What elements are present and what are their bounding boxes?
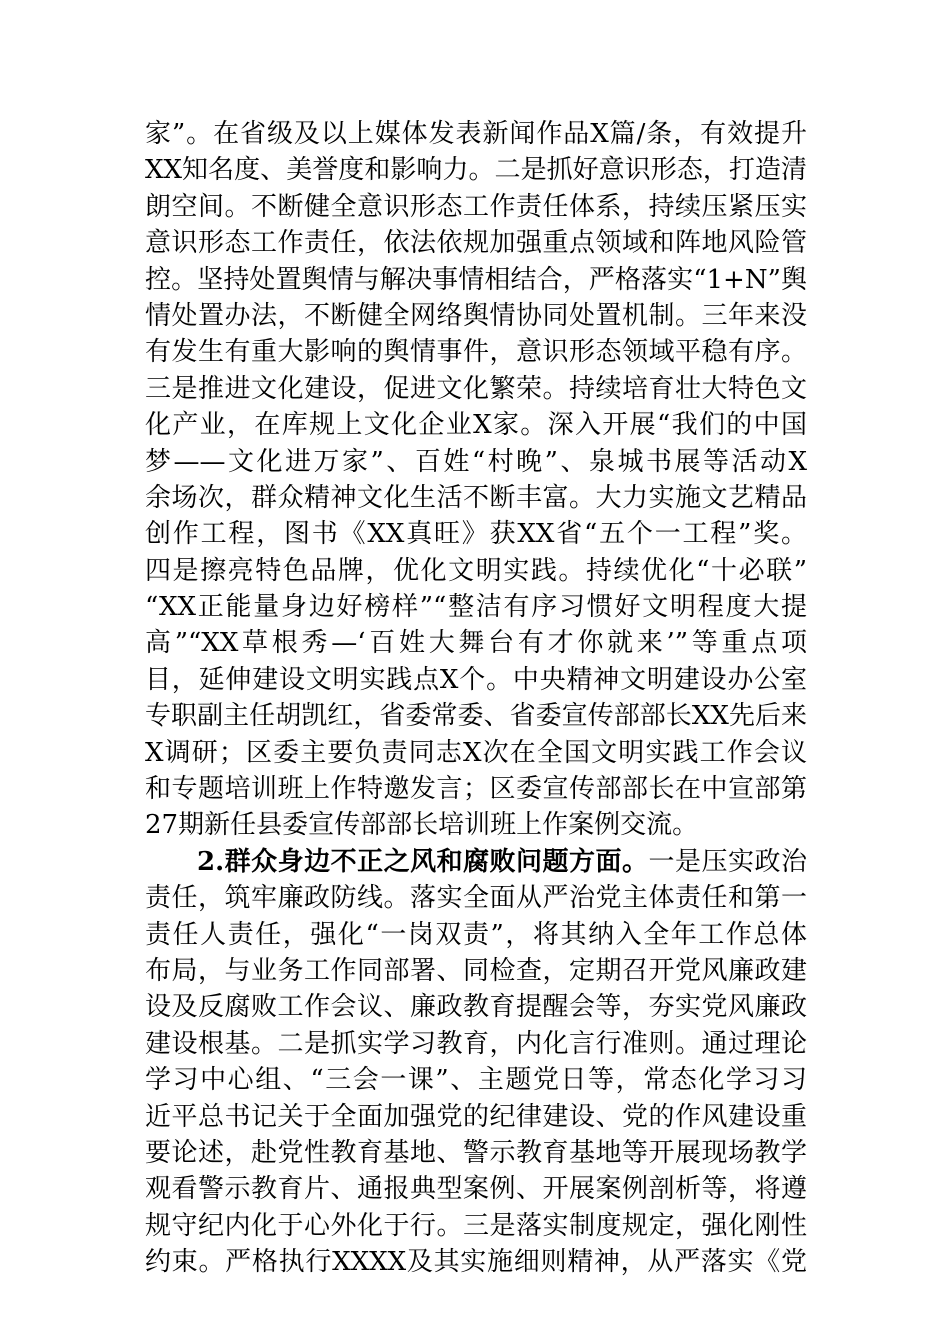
text-line: 布局，与业务工作同部署、同检查，定期召开党风廉政建 <box>145 955 807 986</box>
text-line: 规守纪内化于心外化于行。三是落实制度规定，强化刚性 <box>145 1210 807 1241</box>
text-line: 责任人责任，强化“一岗双责”，将其纳入全年工作总体 <box>145 919 807 950</box>
text-line: 家”。在省级及以上媒体发表新闻作品X篇/条，有效提升 <box>145 119 807 149</box>
text-line: X调研；区委主要负责同志X次在全国文明实践工作会议 <box>145 737 807 768</box>
text-line: 朗空间。不断健全意识形态工作责任体系，持续压紧压实 <box>145 191 807 222</box>
text-line: 设及反腐败工作会议、廉政教育提醒会等，夯实党风廉政 <box>145 992 807 1023</box>
text-line: 责任，筑牢廉政防线。落实全面从严治党主体责任和第一 <box>145 883 807 914</box>
text-line: 控。坚持处置舆情与解决事情相结合，严格落实“1+N”舆 <box>145 264 807 295</box>
text-line: 意识形态工作责任，依法依规加强重点领域和阵地风险管 <box>145 228 807 259</box>
section-2-heading: 2.群众身边不正之风和腐败问题方面。 <box>197 846 649 877</box>
text-line: 专职副主任胡凯红，省委常委、省委宣传部部长XX先后来 <box>145 701 807 732</box>
text-line: 情处置办法，不断健全网络舆情协同处置机制。三年来没 <box>145 300 807 331</box>
text-line: 目，延伸建设文明实践点X个。中央精神文明建设办公室 <box>145 664 807 695</box>
text-line: 27期新任县委宣传部部长培训班上作案例交流。 <box>145 810 699 841</box>
text-line: 创作工程，图书《XX真旺》获XX省“五个一工程”奖。 <box>145 519 807 550</box>
text-line: 余场次，群众精神文化生活不断丰富。大力实施文艺精品 <box>145 482 807 513</box>
text-line: 近平总书记关于全面加强党的纪律建设、党的作风建设重 <box>145 1101 807 1132</box>
text-line: 化产业，在库规上文化企业X家。深入开展“我们的中国 <box>145 410 807 441</box>
text-line: 约束。严格执行XXXX及其实施细则精神，从严落实《党 <box>145 1247 807 1278</box>
text-line: 高”“XX草根秀—‘百姓大舞台有才你就来’”等重点项 <box>145 628 807 659</box>
text-line: 有发生有重大影响的舆情事件，意识形态领域平稳有序。 <box>145 337 807 368</box>
text-line: 观看警示教育片、通报典型案例、开展案例剖析等，将遵 <box>145 1174 807 1205</box>
text-line: “XX正能量身边好榜样”“整洁有序习惯好文明程度大提 <box>145 592 807 623</box>
section-2-first-line-text: 一是压实政治 <box>648 846 807 877</box>
section-2-first-line <box>145 844 807 880</box>
text-line: 梦——文化进万家”、百姓“村晚”、泉城书展等活动X <box>145 446 807 477</box>
document-body <box>145 116 807 1281</box>
text-line: XX知名度、美誉度和影响力。二是抓好意识形态，打造清 <box>145 155 807 186</box>
text-line: 学习中心组、“三会一课”、主题党日等，常态化学习习 <box>145 1065 807 1096</box>
text-line: 四是擦亮特色品牌，优化文明实践。持续优化“十必联” <box>145 555 807 586</box>
text-line: 要论述，赴党性教育基地、警示教育基地等开展现场教学 <box>145 1137 807 1168</box>
text-line: 建设根基。二是抓实学习教育，内化言行准则。通过理论 <box>145 1028 807 1059</box>
text-line: 和专题培训班上作特邀发言；区委宣传部部长在中宣部第 <box>145 774 807 805</box>
text-line: 三是推进文化建设，促进文化繁荣。持续培育壮大特色文 <box>145 373 807 404</box>
